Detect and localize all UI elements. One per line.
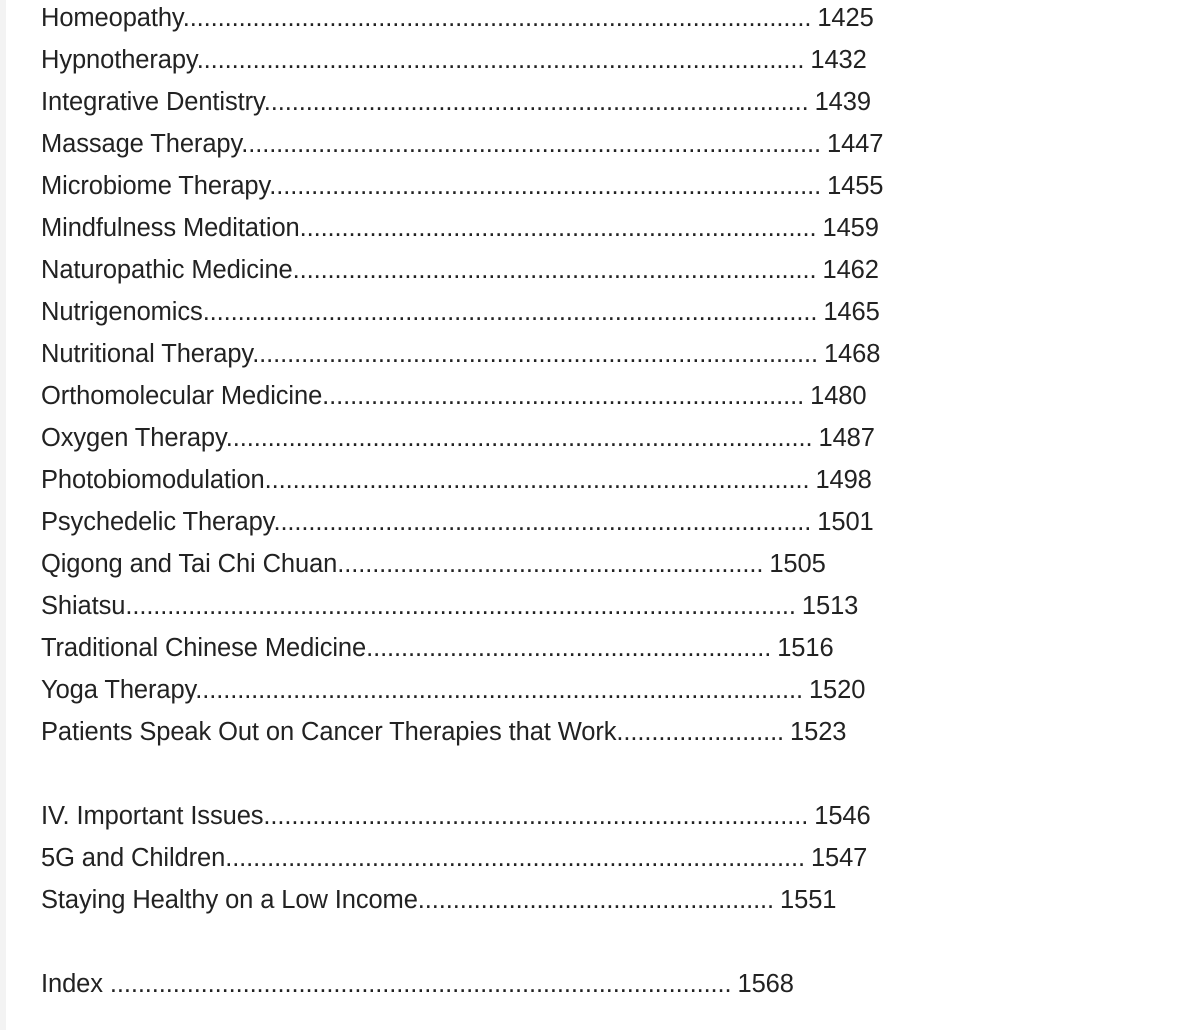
toc-entry-index[interactable] [41, 968, 794, 1000]
toc-page-number: 1498 [815, 466, 872, 494]
toc-entry-title: Mindfulness Meditation [41, 214, 300, 242]
toc-page-number: 1520 [808, 676, 866, 704]
toc-entry-photobiomodulation[interactable] [41, 464, 872, 496]
toc-entry-title: Psychedelic Therapy [41, 508, 274, 536]
toc-page-number: 1465 [823, 298, 880, 326]
toc-entry-title: Oxygen Therapy [41, 424, 226, 452]
toc-entry-microbiome-therapy[interactable] [41, 170, 883, 202]
toc-dot-leader: ........................................................................... [292, 256, 817, 284]
toc-dot-leader: ............................................................. [337, 550, 764, 578]
toc-dot-leader: .............................................................................. [264, 466, 810, 494]
toc-page-number: 1547 [810, 844, 868, 872]
toc-entry-homeopathy[interactable] [41, 2, 874, 34]
toc-entry-title: 5G and Children [41, 844, 226, 872]
toc-dot-leader: .......................................................... [366, 634, 772, 662]
toc-entry-oxygen-therapy[interactable] [41, 422, 875, 454]
toc-dot-leader: ......................................................................................... [109, 970, 732, 998]
toc-page-number: 1439 [814, 88, 871, 116]
toc-dot-leader: ................................................................................... [225, 844, 805, 872]
toc-page-number: 1425 [817, 4, 874, 32]
toc-entry-title: Hypnotherapy [41, 46, 197, 74]
toc-entry-patients-speak-out[interactable] [41, 716, 846, 748]
toc-entry-title: Traditional Chinese Medicine [41, 634, 367, 662]
toc-entry-yoga-therapy[interactable] [41, 674, 865, 706]
toc-dot-leader: ............................................................................... [269, 172, 822, 200]
toc-page-number: 1568 [737, 970, 794, 998]
toc-entry-traditional-chinese-medicine[interactable] [41, 632, 834, 664]
toc-entry-title: Yoga Therapy [41, 676, 196, 704]
toc-entry-title: Shiatsu [41, 592, 126, 620]
toc-entry-title: Microbiome Therapy [41, 172, 270, 200]
toc-page-number: 1432 [810, 46, 867, 74]
toc-page-number: 1459 [822, 214, 879, 242]
toc-entry-title: Nutrigenomics [41, 298, 203, 326]
toc-dot-leader: ................................................................................... [241, 130, 821, 158]
toc-dot-leader: ....................................................................................... [196, 46, 805, 74]
toc-page-number: 1516 [777, 634, 834, 662]
toc-page-number: 1523 [790, 718, 847, 746]
toc-dot-leader: ....................................................................................... [195, 676, 803, 704]
toc-entry-title: Naturopathic Medicine [41, 256, 293, 284]
toc-entry-title: Index [41, 970, 110, 998]
toc-entry-integrative-dentistry[interactable] [41, 86, 871, 118]
toc-entry-title: IV. Important Issues [41, 802, 264, 830]
toc-dot-leader: .......................................................................... [299, 214, 817, 242]
toc-entry-massage-therapy[interactable] [41, 128, 883, 160]
toc-page-number: 1480 [810, 382, 867, 410]
toc-entry-staying-healthy-low-income[interactable] [41, 884, 836, 916]
toc-entry-title: Staying Healthy on a Low Income [41, 886, 418, 914]
toc-dot-leader: .............................................................................. [263, 88, 809, 116]
toc-page-number: 1447 [826, 130, 884, 158]
toc-entry-title: Orthomolecular Medicine [41, 382, 323, 410]
toc-entry-orthomolecular-medicine[interactable] [41, 380, 866, 412]
toc-entry-nutrigenomics[interactable] [41, 296, 880, 328]
toc-dot-leader: ............................................................................. [273, 508, 812, 536]
toc-page-number: 1513 [801, 592, 859, 620]
toc-entry-qigong-tai-chi[interactable] [41, 548, 826, 580]
toc-entry-title: Homeopathy [41, 4, 183, 32]
toc-page-number: 1505 [769, 550, 826, 578]
toc-entry-title: Massage Therapy [41, 130, 242, 158]
toc-dot-leader: .............................................................................. [263, 802, 809, 830]
toc-entry-title: Qigong and Tai Chi Chuan [41, 550, 338, 578]
toc-page-number: 1462 [822, 256, 879, 284]
toc-entry-5g-and-children[interactable] [41, 842, 867, 874]
toc-dot-leader: ................................................................................. [252, 340, 818, 368]
toc-dot-leader: ..................................................................... [322, 382, 805, 410]
toc-dot-leader: .......................................................................................... [182, 4, 812, 32]
toc-page-number: 1468 [823, 340, 881, 368]
toc-dot-leader: ................................................................................................ [125, 592, 796, 620]
toc-dot-leader: .................................................................................... [225, 424, 813, 452]
toc-page-number: 1551 [780, 886, 837, 914]
toc-page-number: 1546 [814, 802, 871, 830]
toc-entry-psychedelic-therapy[interactable] [41, 506, 874, 538]
toc-entry-nutritional-therapy[interactable] [41, 338, 880, 370]
toc-entry-naturopathic-medicine[interactable] [41, 254, 879, 286]
toc-entry-title: Nutritional Therapy [41, 340, 253, 368]
toc-dot-leader: ................................................... [417, 886, 775, 914]
toc-entry-hypnotherapy[interactable] [41, 44, 867, 76]
toc-page-number: 1487 [818, 424, 875, 452]
toc-page-number: 1455 [827, 172, 884, 200]
toc-entry-shiatsu[interactable] [41, 590, 858, 622]
toc-entry-title: Patients Speak Out on Cancer Therapies that Work [41, 718, 617, 746]
toc-entry-mindfulness-meditation[interactable] [41, 212, 879, 244]
toc-entry-important-issues[interactable] [41, 800, 871, 832]
toc-entry-title: Integrative Dentistry [41, 88, 264, 116]
toc-dot-leader: ........................ [616, 718, 785, 746]
toc-entry-title: Photobiomodulation [41, 466, 265, 494]
document-page [6, 0, 1204, 1030]
toc-dot-leader: ........................................................................................ [202, 298, 818, 326]
toc-page-number: 1501 [817, 508, 874, 536]
